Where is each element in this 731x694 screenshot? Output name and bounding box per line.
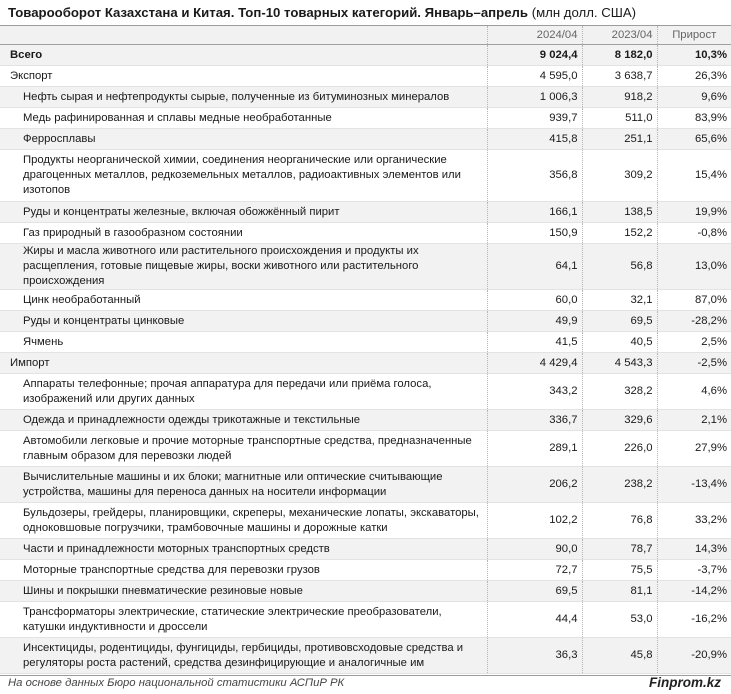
row-name: Части и принадлежности моторных транспортных средств <box>0 539 487 560</box>
row-growth: 15,4% <box>657 150 731 202</box>
row-value-2023: 328,2 <box>582 374 657 410</box>
table-title <box>8 5 723 20</box>
brand-logo: Finprom.kz <box>648 675 721 690</box>
row-name: Автомобили легковые и прочие моторные транспортные средства, предназначенные главным образом для перевозки людей <box>23 434 472 462</box>
row-value-2023: 76,8 <box>582 503 657 539</box>
table-row <box>0 66 731 87</box>
table-row <box>0 129 731 150</box>
row-value-2023: 45,8 <box>582 638 657 674</box>
row-name: Продукты неорганической химии, соединения неорганические или органические драгоценных металлов, редкоземельных металлов, радиоактивных элементов или изотопов <box>23 154 461 196</box>
row-growth: 27,9% <box>657 431 731 467</box>
row-value-2023: 75,5 <box>582 560 657 581</box>
row-name: Медь рафинированная и сплавы медные необработанные <box>23 111 332 124</box>
row-value-2023: 53,0 <box>582 602 657 638</box>
row-name: Всего <box>0 45 487 66</box>
row-name: Бульдозеры, грейдеры, планировщики, скреперы, механические лопаты, экскаваторы, одноковшовые погрузчики, трамбовочные машины и дорожные катки <box>23 506 479 534</box>
table-row <box>0 223 731 244</box>
table-row <box>0 539 731 560</box>
row-name: Газ природный в газообразном состоянии <box>23 226 243 239</box>
row-value-2024: 206,2 <box>487 467 582 503</box>
table-row <box>0 244 731 290</box>
row-value-2024: 41,5 <box>487 332 582 353</box>
row-value-2024: 343,2 <box>487 374 582 410</box>
row-growth: 2,5% <box>657 332 731 353</box>
trade-table <box>0 26 731 674</box>
row-value-2023: 3 638,7 <box>582 66 657 87</box>
row-growth: 19,9% <box>657 202 731 223</box>
row-growth: 33,2% <box>657 503 731 539</box>
row-name: Ферросплавы <box>0 129 487 150</box>
row-growth: 2,1% <box>657 410 731 431</box>
row-value-2024: 69,5 <box>487 581 582 602</box>
table-row <box>0 581 731 602</box>
table-row <box>0 311 731 332</box>
row-growth: 10,3% <box>657 45 731 66</box>
row-value-2023: 81,1 <box>582 581 657 602</box>
row-value-2024: 289,1 <box>487 431 582 467</box>
table-row <box>0 87 731 108</box>
row-growth: 65,6% <box>657 129 731 150</box>
row-value-2024: 4 595,0 <box>487 66 582 87</box>
table-row <box>0 374 731 410</box>
row-value-2024: 60,0 <box>487 290 582 311</box>
row-value-2023: 138,5 <box>582 202 657 223</box>
table-row <box>0 431 731 467</box>
row-value-2024: 44,4 <box>487 602 582 638</box>
row-name: Моторные транспортные средства для перевозки грузов <box>23 563 320 576</box>
row-growth: 4,6% <box>657 374 731 410</box>
table-row <box>0 467 731 503</box>
header-2023: 2023/04 <box>582 26 657 45</box>
row-value-2024: 336,7 <box>487 410 582 431</box>
header-2024: 2024/04 <box>487 26 582 45</box>
row-value-2023: 511,0 <box>582 108 657 129</box>
header-growth: Прирост <box>657 26 731 45</box>
row-value-2024: 1 006,3 <box>487 87 582 108</box>
row-name: Нефть сырая и нефтепродукты сырые, полученные из битуминозных минералов <box>0 87 487 108</box>
row-value-2024: 4 429,4 <box>487 353 582 374</box>
row-value-2024: 9 024,4 <box>487 45 582 66</box>
row-name: Вычислительные машины и их блоки; магнитные или оптические считывающие устройства, машины для переноса данных на носители информации <box>0 467 487 503</box>
row-growth: -13,4% <box>657 467 731 503</box>
row-value-2024: 939,7 <box>487 108 582 129</box>
row-value-2024: 415,8 <box>487 129 582 150</box>
table-row <box>0 290 731 311</box>
row-growth: -16,2% <box>657 602 731 638</box>
row-name: Жиры и масла животного или растительного происхождения и продукты их расщепления, готовые пищевые жиры, воски животного или растительного происхождения <box>0 244 487 290</box>
row-value-2024: 36,3 <box>487 638 582 674</box>
row-value-2024: 356,8 <box>487 150 582 202</box>
table-row <box>0 108 731 129</box>
row-name: Экспорт <box>10 69 53 82</box>
footer-divider <box>0 675 731 676</box>
row-value-2023: 56,8 <box>582 244 657 290</box>
row-growth: -0,8% <box>657 223 731 244</box>
row-growth: 13,0% <box>657 244 731 290</box>
row-value-2023: 32,1 <box>582 290 657 311</box>
row-name: Импорт <box>0 353 487 374</box>
row-name: Руды и концентраты железные, включая обожжённый пирит <box>0 202 487 223</box>
row-value-2023: 226,0 <box>582 431 657 467</box>
table-row <box>0 410 731 431</box>
row-value-2024: 166,1 <box>487 202 582 223</box>
row-value-2023: 40,5 <box>582 332 657 353</box>
row-name: Аппараты телефонные; прочая аппаратура для передачи или приёма голоса, изображений или других данных <box>23 377 432 405</box>
row-growth: -28,2% <box>657 311 731 332</box>
row-value-2023: 238,2 <box>582 467 657 503</box>
row-growth: 9,6% <box>657 87 731 108</box>
table-body <box>0 45 731 674</box>
table-row <box>0 560 731 581</box>
row-name: Одежда и принадлежности одежды трикотажные и текстильные <box>0 410 487 431</box>
row-growth: 83,9% <box>657 108 731 129</box>
row-growth: -3,7% <box>657 560 731 581</box>
title-text: Товарооборот Казахстана и Китая. Топ-10 товарных категорий. Январь–апрель <box>8 5 529 20</box>
row-value-2023: 69,5 <box>582 311 657 332</box>
row-name: Шины и покрышки пневматические резиновые новые <box>0 581 487 602</box>
row-growth: 26,3% <box>657 66 731 87</box>
row-value-2024: 150,9 <box>487 223 582 244</box>
row-name: Руды и концентраты цинковые <box>0 311 487 332</box>
header-row <box>0 26 731 45</box>
table-row <box>0 150 731 202</box>
row-growth: -2,5% <box>657 353 731 374</box>
row-value-2023: 78,7 <box>582 539 657 560</box>
row-name: Цинк необработанный <box>23 293 141 306</box>
row-value-2024: 49,9 <box>487 311 582 332</box>
row-value-2023: 329,6 <box>582 410 657 431</box>
table-row <box>0 202 731 223</box>
row-value-2024: 90,0 <box>487 539 582 560</box>
table-row <box>0 45 731 66</box>
row-growth: -20,9% <box>657 638 731 674</box>
row-value-2023: 4 543,3 <box>582 353 657 374</box>
table-row <box>0 332 731 353</box>
table-row <box>0 638 731 674</box>
row-name: Ячмень <box>23 335 64 348</box>
header-name <box>0 26 487 45</box>
row-value-2024: 64,1 <box>487 244 582 290</box>
row-value-2024: 102,2 <box>487 503 582 539</box>
table-row <box>0 602 731 638</box>
row-value-2023: 251,1 <box>582 129 657 150</box>
row-growth: 14,3% <box>657 539 731 560</box>
table-row <box>0 503 731 539</box>
row-value-2023: 918,2 <box>582 87 657 108</box>
title-unit: (млн долл. США) <box>531 5 637 20</box>
row-value-2023: 152,2 <box>582 223 657 244</box>
row-value-2024: 72,7 <box>487 560 582 581</box>
row-name: Трансформаторы электрические, статические электрические преобразователи, катушки индуктивности и дроссели <box>23 605 442 633</box>
row-growth: 87,0% <box>657 290 731 311</box>
source-note: На основе данных Бюро национальной статистики АСПиР РК <box>8 677 345 689</box>
row-value-2023: 8 182,0 <box>582 45 657 66</box>
row-name: Инсектициды, родентициды, фунгициды, гербициды, противовсходовые средства и регуляторы роста растений, средства дезинфицирующие и аналогичные им <box>0 638 487 674</box>
row-value-2023: 309,2 <box>582 150 657 202</box>
table-row <box>0 353 731 374</box>
row-growth: -14,2% <box>657 581 731 602</box>
